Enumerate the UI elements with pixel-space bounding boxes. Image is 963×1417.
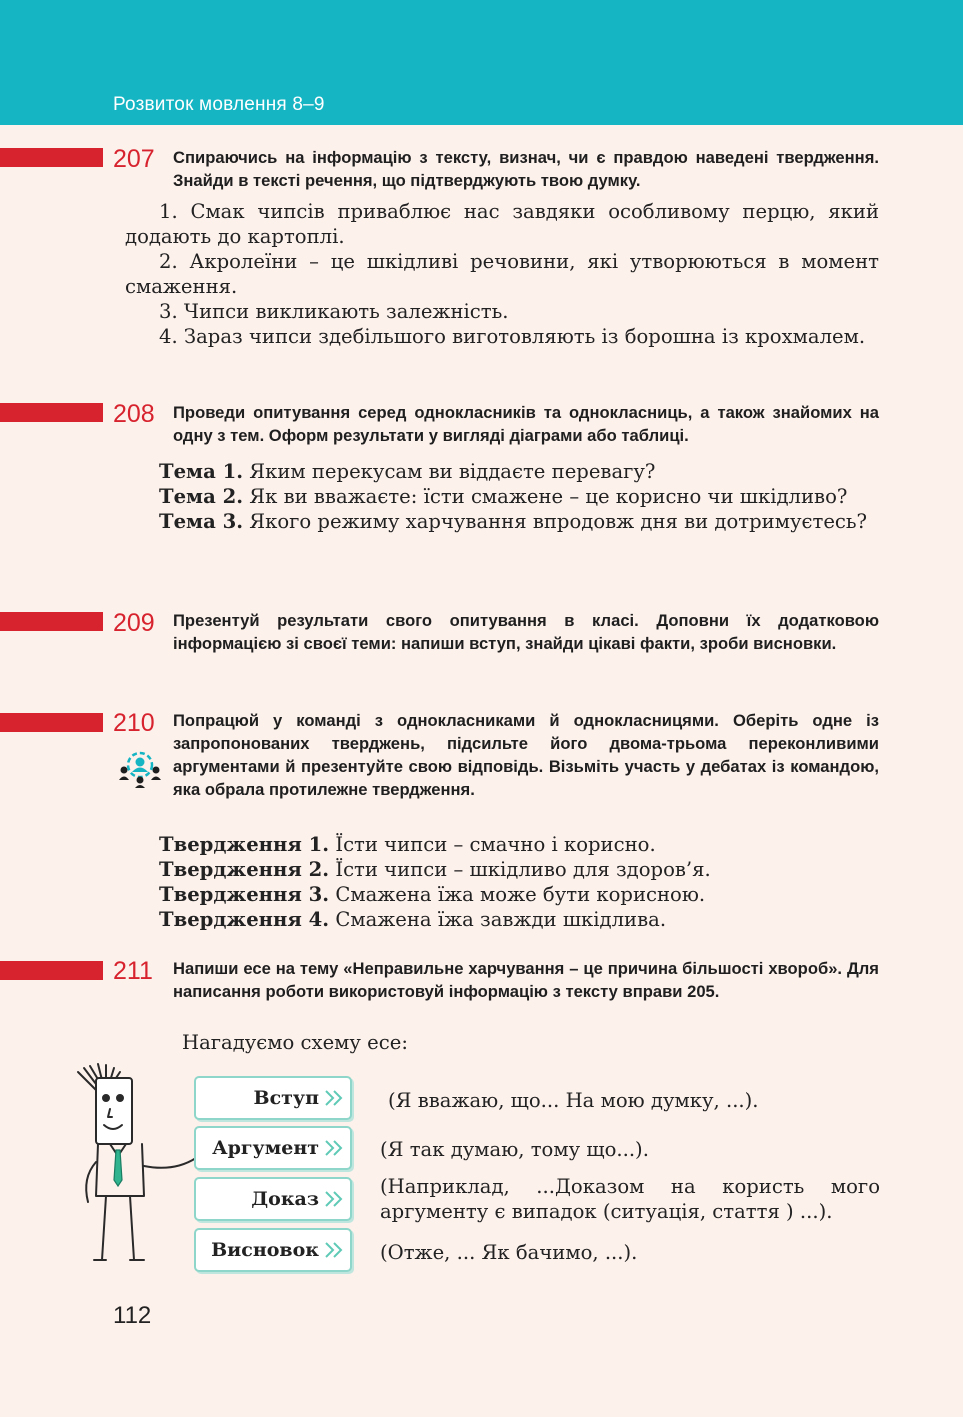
claim-item [159,882,879,907]
double-chevron-right-icon [322,1136,346,1160]
claim-item [159,907,879,932]
exercise-number: 207 [113,145,155,173]
statement-item: 2. Акролеїни – це шкідливі речовини, які утворюються в момент смаження. [125,250,879,298]
scheme-step-text: (Отже, ... Як бачимо, ...). [380,1241,638,1264]
claim-text: Їсти чипси – шкідливо для здоров’я. [329,858,711,881]
running-head: Розвиток мовлення 8–9 [113,94,325,115]
statement-item: 4. Зараз чипси здебільшого виготовляють із борошна із крохмалем. [159,325,866,348]
claim-label: Твердження 4. [159,908,330,931]
exercise-task: Попрацюй у команді з однокласниками й однокласницями. Оберіть одне із запропонованих тверджень, підсильте його двома-трьома переконливими аргументами й презентуйте свою відповідь. Візьміть участь у дебатах із командою, яка обрала протилежне твердження. [173,711,879,799]
exercise-number: 208 [113,400,155,428]
exercise-task: Проведи опитування серед однокласників та однокласниць, а також знайомих на одну з тем. Оформ результати у вигляді діаграми або таблиці. [173,403,879,445]
claim-text: Смажена їжа завжди шкідлива. [329,908,667,931]
double-chevron-right-icon [322,1187,346,1211]
claim-label: Твердження 3. [159,883,330,906]
topic-item [125,509,879,534]
scheme-step-text: (Я вважаю, що... На мою думку, ...). [388,1089,759,1112]
topic-label: Тема 2. [159,485,244,508]
claims-list [159,832,879,932]
topic-item [125,484,879,509]
claim-text: Смажена їжа може бути корисною. [329,883,706,906]
scheme-step-intro [194,1076,352,1120]
exercise-number: 209 [113,609,155,637]
topic-text: Як ви вважаєте: їсти смажене – це корисно чи шкідливо? [243,485,848,508]
exercise-task: Спираючись на інформацію з тексту, визнач, чи є правдою наведені твердження. Знайди в тексті речення, що підтверджують твою думку. [173,148,879,190]
scheme-step-text: (Наприклад, ...Доказом на користь мого аргументу є випадок (ситуація, стаття ) ...). [380,1175,880,1223]
topic-label: Тема 3. [159,510,244,533]
claim-item [159,832,879,857]
exercise-task: Напиши есе на тему «Неправильне харчування – це причина більшості хвороб». Для написання роботи використовуй інформацію з тексту вправи 205. [173,959,879,1001]
exercise-number: 211 [113,957,153,985]
scheme-step-evidence [194,1177,352,1221]
double-chevron-right-icon [322,1086,346,1110]
claim-label: Твердження 2. [159,858,330,881]
team-work-icon [118,748,162,788]
statement-item: 1. Смак чипсів приваблює нас завдяки особливому перцю, який додають до картоплі. [125,200,879,248]
presenter-illustration [70,1062,210,1267]
exercise-marker-bar [0,713,103,732]
claim-item [159,857,879,882]
scheme-step-conclusion [194,1228,352,1272]
scheme-step-label: Вступ [253,1087,319,1109]
scheme-step-text: (Я так думаю, тому що...). [380,1138,649,1161]
claim-label: Твердження 1. [159,833,330,856]
double-chevron-right-icon [322,1238,346,1262]
scheme-intro: Нагадуємо схему есе: [182,1031,408,1054]
topic-item [125,459,879,484]
topic-text: Якого режиму харчування впродовж дня ви дотримуєтесь? [243,510,868,533]
exercise-number: 210 [113,709,155,737]
exercise-marker-bar [0,403,103,422]
topics-list [125,459,879,534]
statements-list [125,199,879,349]
exercise-task: Презентуй результати свого опитування в класі. Доповни їх додатковою інформацією зі своєї теми: напиши вступ, знайди цікаві факти, зроби висновки. [173,611,879,653]
exercise-marker-bar [0,148,103,167]
claim-text: Їсти чипси – смачно і корисно. [329,833,656,856]
exercise-marker-bar [0,612,103,631]
scheme-step-argument [194,1126,352,1170]
scheme-step-label: Висновок [211,1239,319,1261]
scheme-step-label: Аргумент [212,1137,319,1159]
topic-text: Яким перекусам ви віддаєте перевагу? [243,460,656,483]
topic-label: Тема 1. [159,460,244,483]
scheme-step-label: Доказ [251,1188,319,1210]
page-number: 112 [113,1302,152,1329]
statement-item: 3. Чипси викликають залежність. [159,300,509,323]
exercise-marker-bar [0,961,103,980]
